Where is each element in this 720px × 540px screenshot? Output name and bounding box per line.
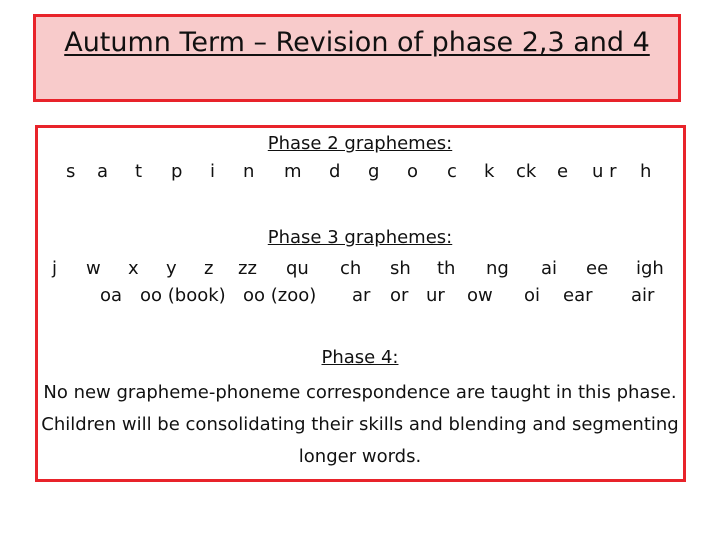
grapheme: m (284, 161, 302, 182)
phase3-heading: Phase 3 graphemes: (267, 227, 453, 248)
grapheme: z (204, 258, 214, 279)
grapheme: p (171, 161, 183, 182)
grapheme: i (210, 161, 216, 182)
grapheme: g (368, 161, 380, 182)
phase2-grapheme-row (0, 160, 720, 184)
grapheme: k (484, 161, 495, 182)
grapheme: s (66, 161, 76, 182)
title-banner (33, 14, 681, 102)
grapheme: ow (467, 285, 493, 306)
phase4-heading: Phase 4: (321, 347, 399, 368)
grapheme: d (329, 161, 341, 182)
grapheme: ur (426, 285, 445, 306)
grapheme: zz (238, 258, 257, 279)
grapheme: th (437, 258, 456, 279)
phase3-grapheme-row-1 (0, 257, 720, 281)
grapheme: w (86, 258, 101, 279)
grapheme: ch (340, 258, 362, 279)
grapheme: ck (516, 161, 537, 182)
grapheme: t (135, 161, 143, 182)
grapheme: oo (zoo) (243, 285, 317, 306)
grapheme: o (407, 161, 419, 182)
grapheme: or (390, 285, 409, 306)
grapheme: ai (541, 258, 558, 279)
grapheme: qu (286, 258, 309, 279)
grapheme: c (447, 161, 457, 182)
phase4-description: No new grapheme-phoneme correspondence are taught in this phase. Children will be consolidating their skills and blending and segmenting longer words. (41, 382, 679, 467)
grapheme: igh (636, 258, 664, 279)
grapheme: air (631, 285, 655, 306)
grapheme: u r (592, 161, 617, 182)
grapheme: e (557, 161, 569, 182)
phase2-heading: Phase 2 graphemes: (267, 133, 453, 154)
grapheme: ng (486, 258, 509, 279)
grapheme: n (243, 161, 255, 182)
grapheme: j (52, 258, 58, 279)
grapheme: oo (book) (140, 285, 226, 306)
grapheme: h (640, 161, 652, 182)
grapheme: sh (390, 258, 411, 279)
page-title: Autumn Term – Revision of phase 2,3 and 4 (64, 27, 650, 58)
grapheme: x (128, 258, 139, 279)
grapheme: oi (524, 285, 541, 306)
grapheme: oa (100, 285, 123, 306)
phase3-grapheme-row-2 (0, 284, 720, 308)
grapheme: ar (352, 285, 371, 306)
grapheme: ee (586, 258, 609, 279)
grapheme: y (166, 258, 177, 279)
grapheme: ear (563, 285, 593, 306)
grapheme: a (97, 161, 109, 182)
